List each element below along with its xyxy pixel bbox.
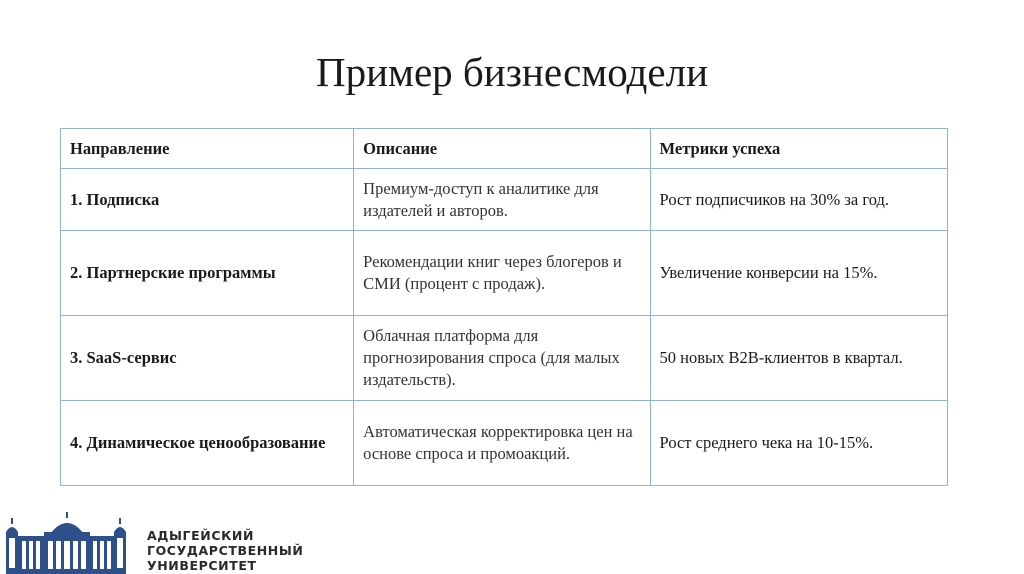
row-direction: 1. Подписка	[61, 169, 354, 231]
row-metric: Увеличение конверсии на 15%.	[650, 231, 947, 316]
university-name-line: ГОСУДАРСТВЕННЫЙ	[147, 543, 304, 558]
table-row	[61, 316, 948, 401]
row-description: Автоматическая корректировка цен на основе спроса и промоакций.	[354, 401, 650, 486]
header-description: Описание	[354, 129, 650, 169]
header-metrics: Метрики успеха	[650, 129, 947, 169]
row-metric: Рост подписчиков на 30% за год.	[650, 169, 947, 231]
row-direction: 4. Динамическое ценообразование	[61, 401, 354, 486]
slide-title: Пример бизнесмодели	[315, 49, 709, 95]
table-header-row	[61, 129, 948, 169]
row-description: Рекомендации книг через блогеров и СМИ (процент с продаж).	[354, 231, 650, 316]
row-description: Облачная платформа для прогнозирования спроса (для малых издательств).	[354, 316, 650, 401]
header-direction: Направление	[61, 129, 354, 169]
row-direction: 3. SaaS-сервис	[61, 316, 354, 401]
row-description: Премиум-доступ к аналитике для издателей и авторов.	[354, 169, 650, 231]
business-model-table	[60, 128, 948, 486]
university-building-icon	[0, 512, 135, 574]
university-name-line: УНИВЕРСИТЕТ	[147, 558, 257, 573]
table-row	[61, 169, 948, 231]
table-row	[61, 231, 948, 316]
row-metric: 50 новых B2B-клиентов в квартал.	[650, 316, 947, 401]
row-direction: 2. Партнерские программы	[61, 231, 354, 316]
university-name-line: АДЫГЕЙСКИЙ	[147, 528, 255, 543]
table-row	[61, 401, 948, 486]
row-metric: Рост среднего чека на 10-15%.	[650, 401, 947, 486]
university-name	[147, 528, 303, 573]
university-logo	[0, 512, 304, 574]
